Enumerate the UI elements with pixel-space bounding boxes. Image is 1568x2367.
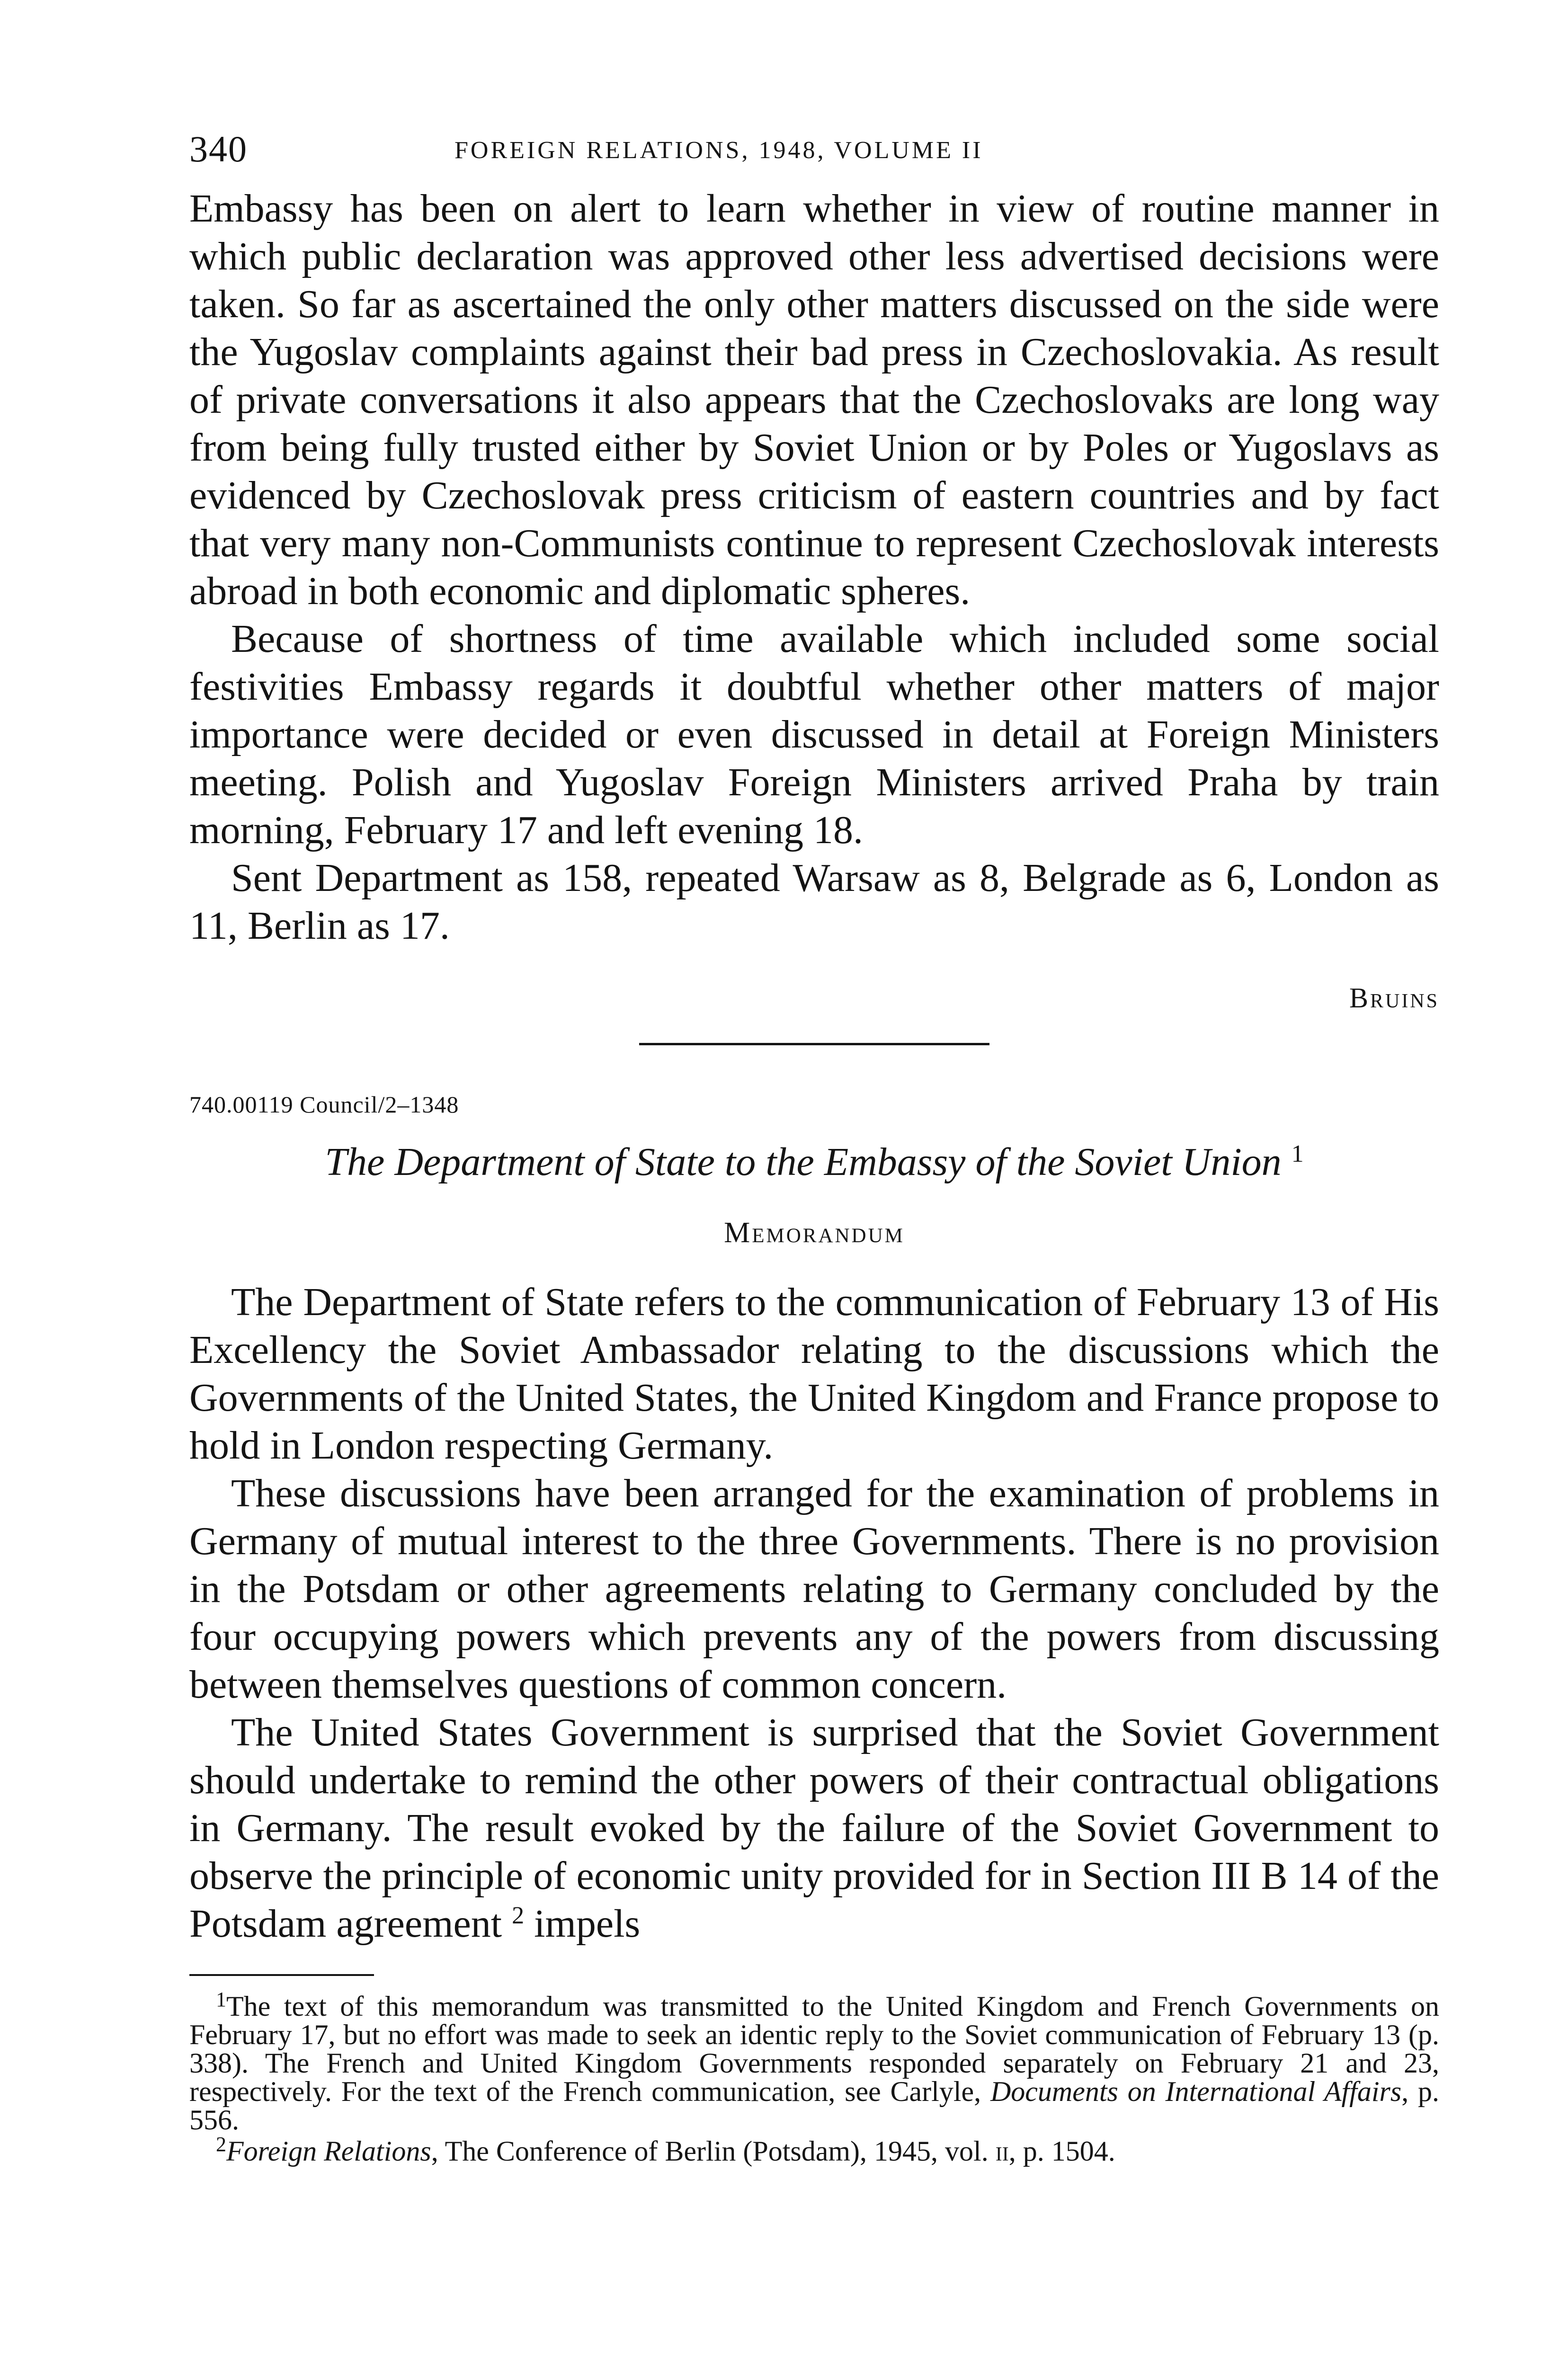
continued-paragraph: Sent Department as 158, repeated Warsaw as 8, Belgrade as 6, London as 11, Berlin as 17. [189, 856, 1439, 948]
footnote-text: , The Conference of Berlin (Potsdam), 1945, vol. [431, 2136, 996, 2167]
footnote-italic: Foreign Relations [226, 2136, 431, 2167]
continued-paragraph: Embassy has been on alert to learn whether in view of routine manner in which public declaration was approved other less advertised decisions were taken. So far as ascertained the only other matters discussed on the side were the Yugoslav complaints against their bad press in Czechoslovakia. As result of private conversations it also appears that the Czechoslovaks are long way from being fully trusted either by Soviet Union or by Poles or Yugoslavs as evidenced by Czechoslovak press criticism of eastern countries and by fact that very many non-Communists continue to represent Czechoslovak interests abroad in both economic and diplomatic spheres. [189, 187, 1439, 613]
footnote-number: 1 [216, 1988, 226, 2011]
file-number: 740.00119 Council/2–1348 [189, 1091, 459, 1118]
memorandum-paragraph: These discussions have been arranged for the examination of problems in Germany of mutual interest to the three Governments. There is no provision in the Potsdam or other agreements relating to Germany concluded by the four occupying powers which prevents any of the powers from discussing between themselves questions of common concern. [189, 1471, 1439, 1707]
page-number: 340 [189, 128, 248, 169]
footnote-text: , p. 1504. [1008, 2136, 1115, 2167]
footnote-text: The text of this memorandum was transmitted to the United Kingdom and French Governments on February 17, but no effort was made to seek an identic reply to the Soviet communication of February 13 (p. 338). The French and United Kingdom Governments responded separately on February 21 and 23, respectively. For the text of the French communication, see Carlyle, [189, 1991, 1439, 2107]
running-title: FOREIGN RELATIONS, 1948, VOLUME II [454, 137, 983, 164]
footnote-text: , p. 556. [189, 2076, 1440, 2136]
footnote-small-caps: ii [995, 2136, 1009, 2167]
document-heading: Memorandum [724, 1217, 905, 1249]
footnote-1 [189, 1988, 1440, 2136]
running-head [189, 118, 1439, 185]
memorandum-paragraph-tail: impels [534, 1902, 641, 1946]
footnote-ref-1[interactable]: 1 [1291, 1140, 1304, 1167]
memorandum-paragraph [189, 1709, 1439, 1948]
footnote-2 [189, 2133, 1439, 2167]
memorandum-paragraph: The Department of State refers to the communication of February 13 of His Excellency the Soviet Ambassador relating to the discussions which the Governments of the United States, the United Kingdom and France propose to hold in London respecting Germany. [189, 1280, 1439, 1468]
memorandum-paragraph-text: The United States Government is surprised that the Soviet Government should undertake to remind the other powers of their contractual obligations in Germany. The result evoked by the failure of the Soviet Government to observe the principle of economic unity provided for in Section III B 14 of the Potsdam agreement [189, 1710, 1439, 1946]
signature: Bruins [1349, 982, 1439, 1014]
section-divider [639, 1043, 989, 1045]
document-page [189, 118, 1439, 2165]
document-title [189, 1139, 1439, 1185]
footnote-number: 2 [216, 2133, 226, 2156]
footnote-divider [189, 1974, 374, 1976]
footnote-ref-2[interactable]: 2 [512, 1902, 525, 1929]
footnote-italic: Documents on International Affairs [990, 2076, 1402, 2107]
document-title-text: The Department of State to the Embassy of the Soviet Union [325, 1140, 1282, 1184]
continued-paragraph: Because of shortness of time available which included some social festivities Embassy regards it doubtful whether other matters of major importance were decided or even discussed in detail at Foreign Ministers meeting. Polish and Yugoslav Foreign Ministers arrived Praha by train morning, February 17 and left evening 18. [189, 617, 1439, 852]
